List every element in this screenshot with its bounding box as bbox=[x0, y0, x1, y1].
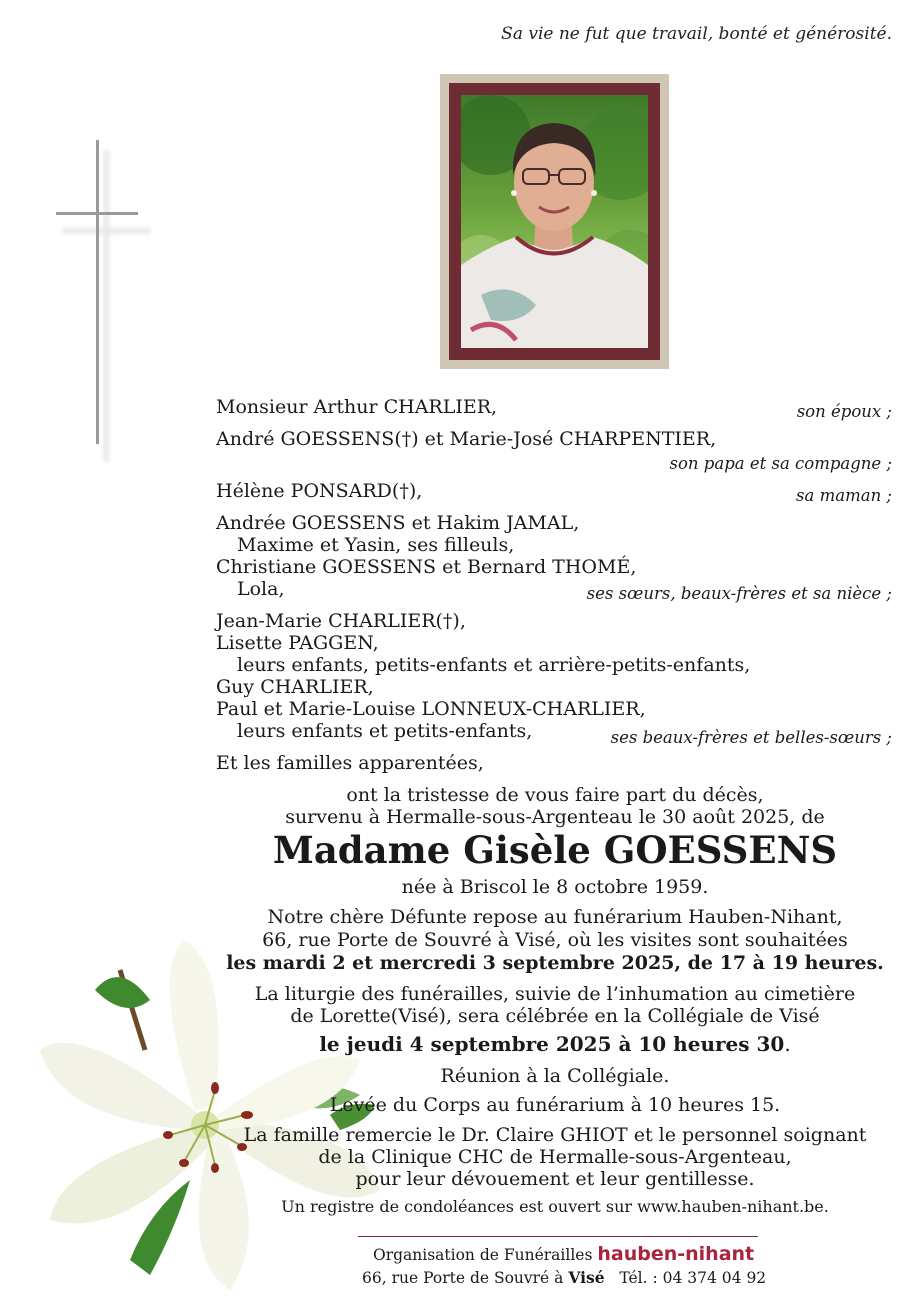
family-line: Guy CHARLIER, bbox=[216, 676, 374, 698]
family-line: Et les familles apparentées, bbox=[216, 752, 484, 774]
family-line: Paul et Marie-Louise LONNEUX-CHARLIER, bbox=[216, 698, 646, 720]
family-line: leurs enfants et petits-enfants, bbox=[237, 720, 533, 742]
family-line: Lisette PAGGEN, bbox=[216, 632, 379, 654]
ceremony-date-end: . bbox=[784, 1032, 791, 1056]
reunion-line: Réunion à la Collégiale. bbox=[440, 1065, 670, 1087]
portrait-frame bbox=[440, 74, 669, 369]
relation-label: sa maman ; bbox=[796, 486, 892, 505]
thanks-line: La famille remercie le Dr. Claire GHIOT et le personnel soignant bbox=[243, 1124, 867, 1146]
family-line: Christiane GOESSENS et Bernard THOMÉ, bbox=[216, 556, 637, 578]
epigraph: Sa vie ne fut que travail, bonté et générosité. bbox=[501, 24, 892, 44]
liturgy-line: de Lorette(Visé), sera célébrée en la Collégiale de Visé bbox=[290, 1005, 820, 1027]
levee-line: Levée du Corps au funérarium à 10 heures 15. bbox=[329, 1094, 781, 1116]
footer-city: Visé bbox=[568, 1268, 605, 1287]
footer-org-label: Organisation de Funérailles bbox=[373, 1246, 593, 1264]
footer-phone: Tél. : 04 374 04 92 bbox=[619, 1269, 767, 1287]
visit-dates: les mardi 2 et mercredi 3 septembre 2025, de 17 à 19 heures. bbox=[226, 952, 884, 974]
repose-line: 66, rue Porte de Souvré à Visé, où les visites sont souhaitées bbox=[262, 929, 848, 951]
ceremony-date: le jeudi 4 septembre 2025 à 10 heures 30 bbox=[319, 1032, 785, 1056]
relation-label: son papa et sa compagne ; bbox=[669, 454, 892, 473]
announcement-line: ont la tristesse de vous faire part du décès, bbox=[346, 784, 764, 806]
deceased-name: Madame Gisèle GOESSENS bbox=[272, 828, 838, 872]
relation-label: son époux ; bbox=[796, 402, 892, 421]
footer-address bbox=[362, 1268, 766, 1287]
family-line: Andrée GOESSENS et Hakim JAMAL, bbox=[216, 512, 580, 534]
family-line: Lola, bbox=[237, 578, 285, 600]
family-line: Maxime et Yasin, ses filleuls, bbox=[237, 534, 515, 556]
condolence-register: Un registre de condoléances est ouvert sur www.hauben-nihant.be. bbox=[281, 1197, 829, 1216]
family-line: Monsieur Arthur CHARLIER, bbox=[216, 396, 498, 418]
announcement-line: survenu à Hermalle-sous-Argenteau le 30 août 2025, de bbox=[285, 806, 825, 828]
footer-divider bbox=[358, 1236, 758, 1237]
brand-logo: hauben-nihant bbox=[597, 1243, 755, 1265]
liturgy-line: La liturgie des funérailles, suivie de l’inhumation au cimetière bbox=[254, 983, 856, 1005]
repose-line: Notre chère Défunte repose au funérarium Hauben-Nihant, bbox=[267, 906, 843, 928]
birth-line: née à Briscol le 8 octobre 1959. bbox=[401, 876, 709, 898]
family-line: Jean-Marie CHARLIER(†), bbox=[216, 610, 466, 632]
family-line: Hélène PONSARD(†), bbox=[216, 480, 423, 502]
ceremony-date-line bbox=[200, 1032, 910, 1056]
footer-street: 66, rue Porte de Souvré à bbox=[362, 1269, 564, 1287]
relation-label: ses sœurs, beaux-frères et sa nièce ; bbox=[586, 584, 892, 603]
thanks-line: pour leur dévouement et leur gentillesse. bbox=[355, 1168, 755, 1190]
relation-label: ses beaux-frères et belles-sœurs ; bbox=[610, 728, 892, 747]
footer-organisation bbox=[373, 1243, 754, 1265]
portrait-photo bbox=[461, 95, 648, 348]
thanks-line: de la Clinique CHC de Hermalle-sous-Argenteau, bbox=[318, 1146, 792, 1168]
family-line: André GOESSENS(†) et Marie-José CHARPENTIER, bbox=[216, 428, 717, 450]
family-line: leurs enfants, petits-enfants et arrière-petits-enfants, bbox=[237, 654, 751, 676]
